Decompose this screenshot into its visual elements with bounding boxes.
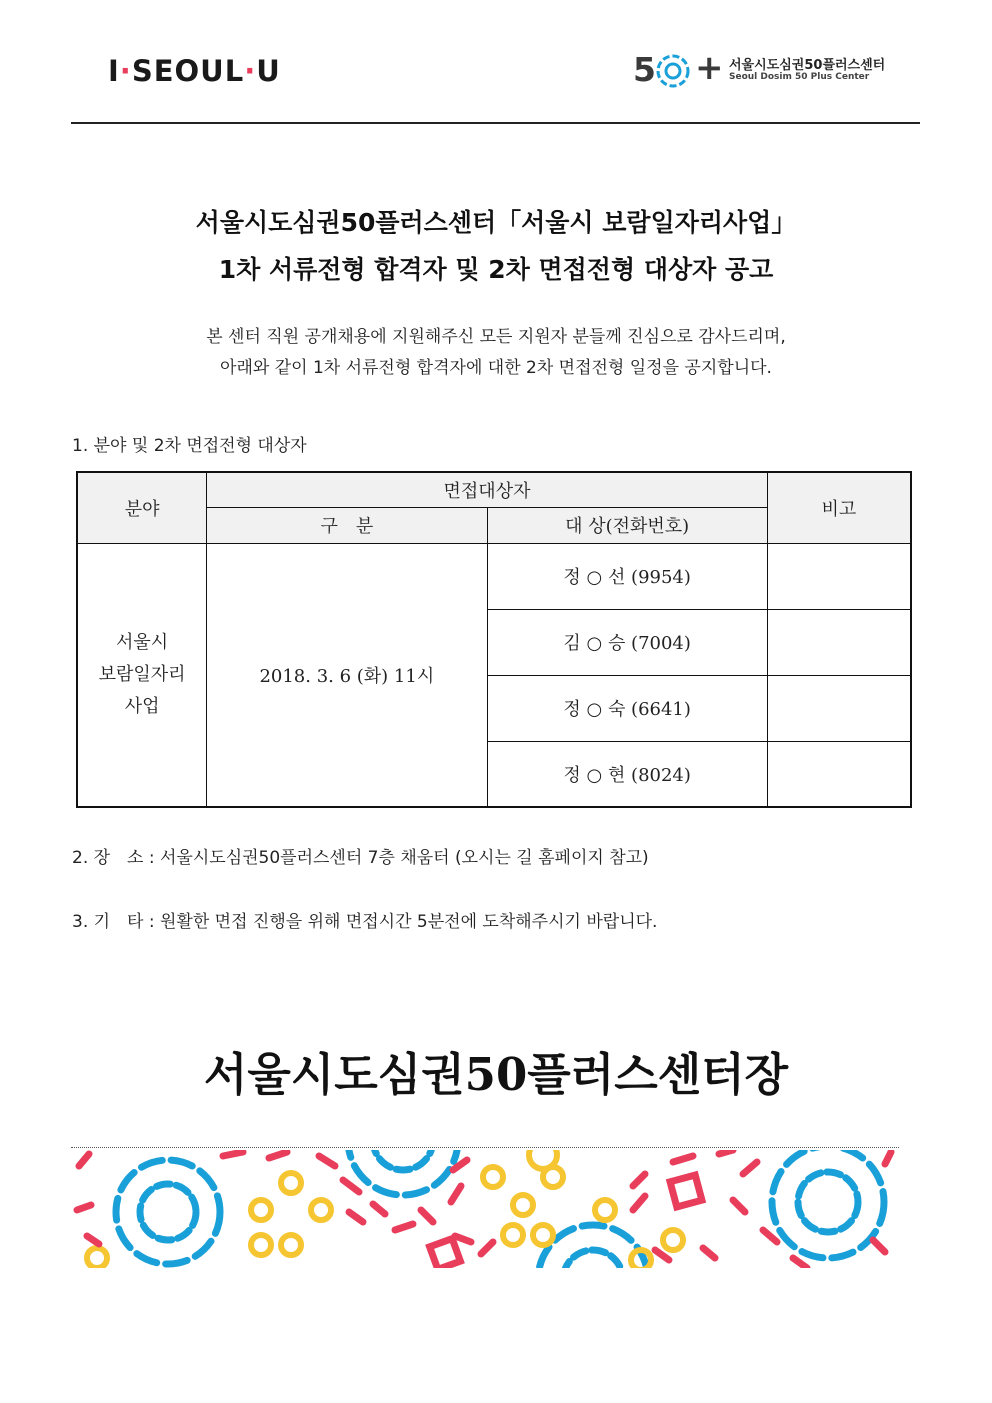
seoul-brand-logo — [108, 54, 281, 88]
field-cell — [77, 543, 207, 807]
logo-number: 5 — [633, 50, 656, 89]
intro-line2: 아래와 같이 1차 서류전형 합격자에 대한 2차 면접전형 일정을 공지합니다. — [220, 358, 772, 378]
field-line: 사업 — [124, 695, 160, 717]
decorative-pattern-banner — [73, 1150, 895, 1268]
center-logo — [633, 48, 893, 92]
section2-location: 2. 장 소 : 서울시도심권50플러스센터 7층 채움터 (오시는 길 홈페이지 참고) — [72, 848, 649, 868]
header-divider — [71, 122, 920, 124]
logo-word-seoul: SEOUL — [131, 54, 245, 88]
intro-line1: 본 센터 직원 공개채용에 지원해주신 모든 지원자 분들께 진심으로 감사드리며, — [206, 327, 786, 347]
candidate-cell: 정 ○ 선 (9954) — [487, 543, 767, 609]
candidate-cell: 정 ○ 숙 (6641) — [487, 675, 767, 741]
interview-table — [76, 471, 912, 808]
logo-dot-1: · — [119, 54, 132, 88]
note-cell — [767, 675, 911, 741]
logo-letter-i: I — [108, 54, 120, 88]
logo-plus: + — [695, 48, 724, 88]
note-cell — [767, 609, 911, 675]
header-category: 구 분 — [207, 507, 487, 543]
interview-datetime: 2018. 3. 6 (화) 11시 — [207, 543, 487, 807]
header-field: 분야 — [77, 472, 207, 543]
logo-ring-icon — [653, 53, 693, 89]
field-line: 서울시 — [116, 631, 169, 653]
candidate-cell: 김 ○ 승 (7004) — [487, 609, 767, 675]
field-line: 보람일자리 — [98, 663, 186, 685]
section3-other: 3. 기 타 : 원활한 면접 진행을 위해 면접시간 5분전에 도착해주시기 바랍니다. — [72, 912, 658, 932]
note-cell — [767, 543, 911, 609]
header-target: 대 상(전화번호) — [487, 507, 767, 543]
notice-title-line2: 1차 서류전형 합격자 및 2차 면접전형 대상자 공고 — [218, 255, 774, 284]
note-cell — [767, 741, 911, 807]
header-note: 비고 — [767, 472, 911, 543]
candidate-cell: 정 ○ 현 (8024) — [487, 741, 767, 807]
logo-dot-2: · — [244, 54, 257, 88]
section1-heading: 1. 분야 및 2차 면접전형 대상자 — [72, 436, 307, 456]
logo-korean-name: 서울시도심권50플러스센터 — [729, 58, 886, 73]
logo-english-name: Seoul Dosim 50 Plus Center — [729, 72, 870, 82]
footer-dotted-divider — [71, 1147, 899, 1148]
logo-letter-u: U — [256, 54, 281, 88]
notice-title-line1: 서울시도심권50플러스센터「서울시 보람일자리사업」 — [195, 208, 797, 237]
signature-issuer: 서울시도심권50플러스센터장 — [203, 1048, 789, 1101]
header-interviewees: 면접대상자 — [207, 472, 768, 507]
